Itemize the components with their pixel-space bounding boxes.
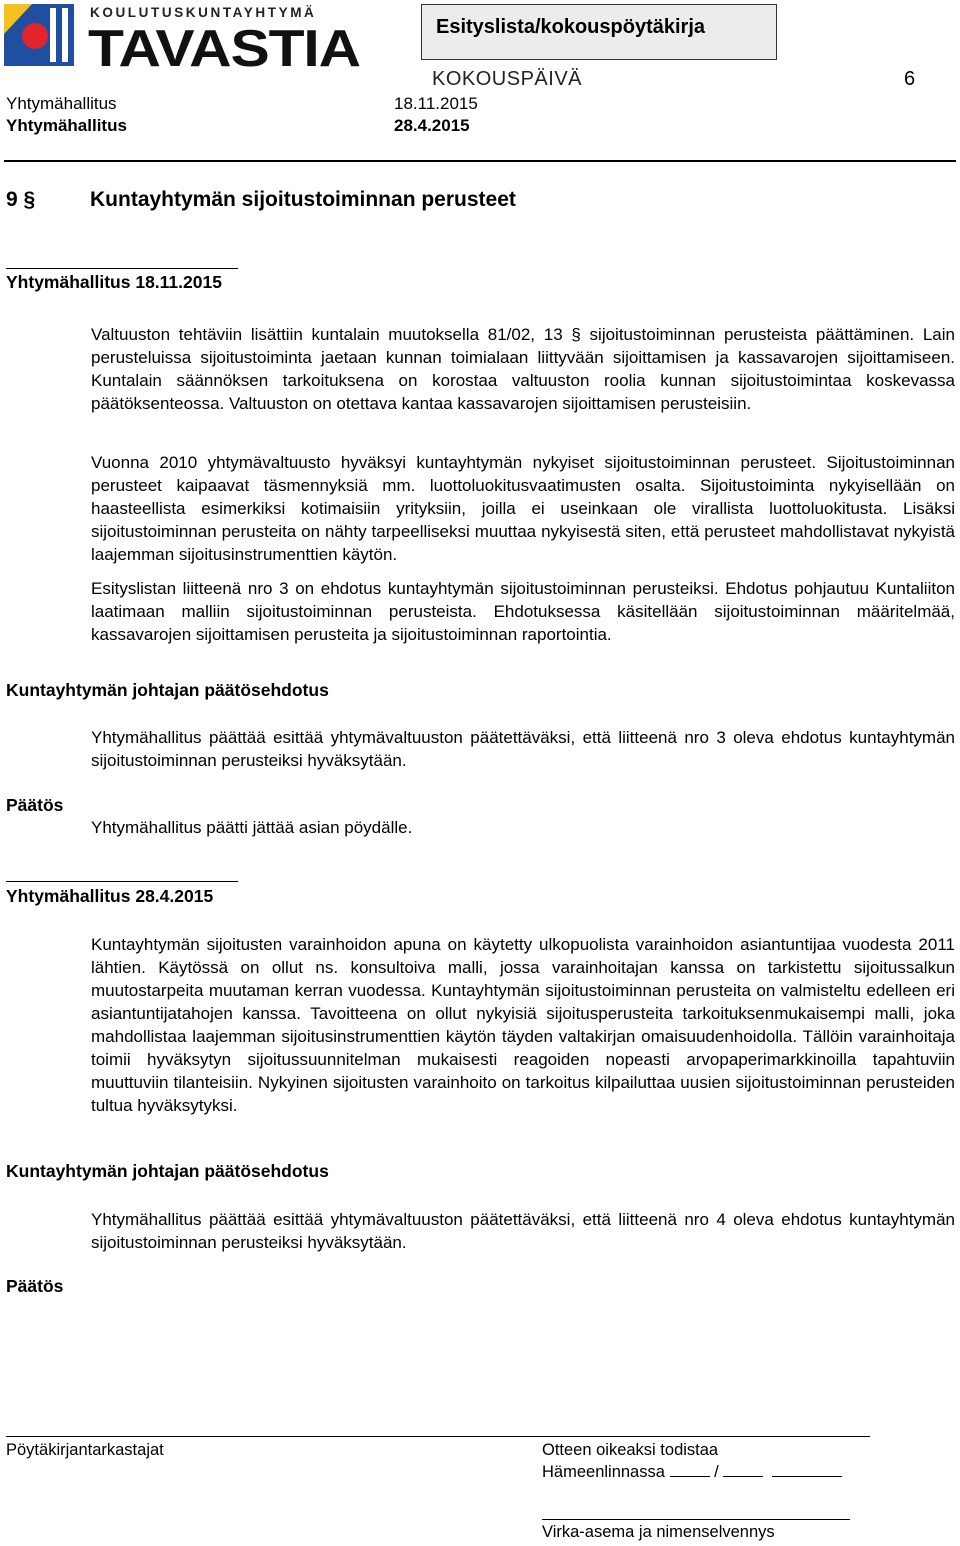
document-type-box	[421, 4, 777, 60]
paragraph: Esityslistan liitteenä nro 3 on ehdotus kuntayhtymän sijoitustoiminnan perusteiksi. Ehdotus pohjautuu Kuntaliiton laatimaan malliin sijoitustoiminnan perusteista. Ehdotuksessa käsitellään sijoitustoiminnan määritelmää, kassavarojen sijoittamisen perusteita ja sijoitustoiminnan raportointia.	[91, 579, 955, 644]
logo-emblem-stripe	[62, 8, 68, 62]
logo-emblem-red-dot	[22, 23, 48, 49]
logo-top-text: KOULUTUSKUNTAYHTYMÄ	[90, 5, 317, 20]
header-body-1: Yhtymähallitus	[6, 94, 117, 113]
decision-label: Päätös	[6, 1276, 64, 1296]
paragraph: Valtuuston tehtäviin lisättiin kuntalain muutoksella 81/02, 13 § sijoitustoiminnan perusteista päättäminen. Lain perusteluissa sijoitustoiminta jaetaan kunnan toimialaan liittyvään sijoittamisen ja kassavarojen sijoittamiseen. Kuntalain säännöksen tarkoituksena on korostaa valtuuston roolia kunnan sijoitustoimintaa koskevassa päätöksenteossa. Valtuuston on otettava kantaa kassavarojen sijoittamisen perusteisiin.	[91, 325, 955, 413]
certified-label: Otteen oikeaksi todistaa	[542, 1441, 719, 1459]
decision-text: Yhtymähallitus päätti jättää asian pöydälle.	[91, 818, 413, 837]
section-title: Kuntayhtymän sijoitustoiminnan perusteet	[90, 188, 516, 211]
page-number: 6	[904, 68, 916, 90]
meeting-heading: Yhtymähallitus 28.4.2015	[6, 886, 214, 906]
place-line	[542, 1462, 842, 1482]
proposal-heading: Kuntayhtymän johtajan päätösehdotus	[6, 1161, 329, 1181]
signature-line	[542, 1519, 850, 1520]
meeting-heading-rule	[6, 881, 238, 882]
place-label: Hämeenlinnassa	[542, 1463, 665, 1481]
document-type-label: Esityslista/kokouspöytäkirja	[436, 16, 706, 38]
proposal-text: Yhtymähallitus päättää esittää yhtymävaltuuston päätettäväksi, että liitteenä nro 4 oleva ehdotus kuntayhtymän sijoitustoiminnan perusteiksi hyväksytään.	[91, 1210, 955, 1252]
logo-emblem-stripe	[50, 8, 56, 62]
header-divider	[4, 160, 956, 162]
meeting-day-label: KOKOUSPÄIVÄ	[432, 68, 582, 90]
header-body-2: Yhtymähallitus	[6, 116, 127, 135]
proposal-heading: Kuntayhtymän johtajan päätösehdotus	[6, 680, 329, 700]
decision-label: Päätös	[6, 795, 64, 815]
meeting-heading: Yhtymähallitus 18.11.2015	[6, 272, 222, 292]
meeting-heading-rule	[6, 268, 238, 269]
logo-main-text: TAVASTIA	[88, 20, 361, 68]
tavastia-logo	[4, 4, 364, 68]
footer-rule	[6, 1436, 870, 1437]
section-heading	[6, 188, 516, 212]
header-date-2: 28.4.2015	[394, 116, 470, 135]
day-blank	[670, 1462, 710, 1477]
reviewers-label: Pöytäkirjantarkastajat	[6, 1441, 164, 1459]
section-number: 9 §	[6, 188, 36, 211]
signature-label: Virka-asema ja nimenselvennys	[542, 1523, 775, 1541]
month-blank	[723, 1462, 763, 1477]
proposal-text: Yhtymähallitus päättää esittää yhtymävaltuuston päätettäväksi, että liitteenä nro 3 oleva ehdotus kuntayhtymän sijoitustoiminnan perusteiksi hyväksytään.	[91, 728, 955, 770]
year-blank	[772, 1462, 842, 1477]
header-date-1: 18.11.2015	[394, 94, 478, 113]
date-slash: /	[714, 1463, 719, 1481]
paragraph: Kuntayhtymän sijoitusten varainhoidon apuna on käytetty ulkopuolista varainhoidon asiantuntijaa vuodesta 2011 lähtien. Käytössä on ollut ns. konsultoiva malli, jossa varainhoitajan kanssa on tarkistettu sijoitussalkun muutostarpeita muutaman kerran vuodessa. Kuntayhtymän sijoitustoiminnan perusteita on valmisteltu edelleen eri asiantuntijatahojen kanssa. Tavoitteena on ollut nykyisiä sijoitusperusteita tarkoituksenmukaisempi malli, joka mahdollistaa laajemman sijoitusinstrumenttien käytön täyden valtakirjan omaisuudenhoidolla. Tällöin varainhoitaja toimii hyväksytyn sijoitussuunnitelman mukaisesti reagoiden nopeasti arvopaperimarkkinoilla tapahtuviin muuttuviin tilanteisiin. Nykyinen sijoitusten varainhoito on tarkoitus kilpailuttaa uusien sijoitustoiminnan perusteiden tultua hyväksytyksi.	[91, 935, 955, 1115]
paragraph: Vuonna 2010 yhtymävaltuusto hyväksyi kuntayhtymän nykyiset sijoitustoiminnan perusteet. Sijoitustoiminnan perusteet kaipaavat täsmennyksiä mm. luottoluokitusvaatimusten osalta. Sijoitustoiminta nykyisellään on haasteellista esimerkiksi kotimaisiin yrityksiin, joilla ei useinkaan ole virallista luottoluokitusta. Lisäksi sijoitustoiminnan perusteita on nähty tarpeelliseksi muuttaa nykyisestä siten, että perusteet mahdollistavat nykyistä laajemman sijoitusinstrumenttien käytön.	[91, 453, 955, 564]
